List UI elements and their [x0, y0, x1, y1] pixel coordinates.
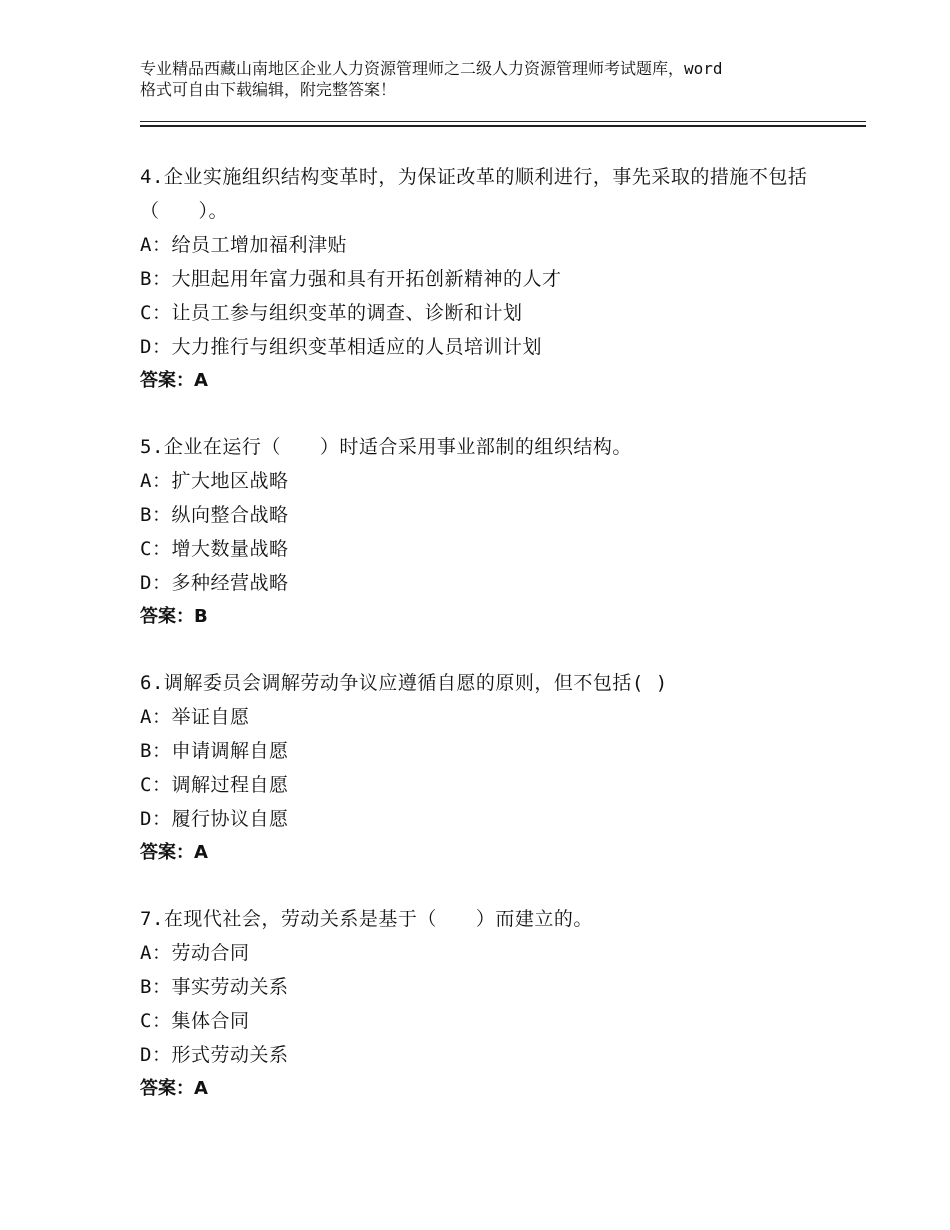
- header-divider-thin: [140, 121, 866, 122]
- answer-label: 答案：A: [140, 1078, 208, 1099]
- option-d: D：形式劳动关系: [140, 1044, 289, 1066]
- option-b: B：纵向整合战略: [140, 504, 289, 526]
- option-a: A：举证自愿: [140, 706, 250, 728]
- option-c: C：集体合同: [140, 1010, 250, 1032]
- question-7: [140, 902, 830, 1106]
- option-a: A：给员工增加福利津贴: [140, 234, 347, 256]
- question-stem: 6.调解委员会调解劳动争议应遵循自愿的原则，但不包括( ): [140, 672, 668, 694]
- header-line-1: 专业精品西藏山南地区企业人力资源管理师之二级人力资源管理师考试题库，word: [140, 59, 723, 78]
- option-a: A：劳动合同: [140, 942, 250, 964]
- answer-label: 答案：A: [140, 370, 208, 391]
- option-d: D：大力推行与组织变革相适应的人员培训计划: [140, 336, 542, 358]
- option-d: D：履行协议自愿: [140, 808, 289, 830]
- header-line-2: 格式可自由下载编辑，附完整答案！: [140, 80, 397, 99]
- option-b: B：大胆起用年富力强和具有开拓创新精神的人才: [140, 268, 562, 290]
- answer-label: 答案：A: [140, 842, 208, 863]
- question-stem: 4.企业实施组织结构变革时，为保证改革的顺利进行，事先采取的措施不包括（ ）。: [140, 166, 808, 222]
- question-stem: 5.企业在运行（ ）时适合采用事业部制的组织结构。: [140, 436, 632, 458]
- question-stem: 7.在现代社会，劳动关系是基于（ ）而建立的。: [140, 908, 593, 930]
- document-header: [140, 58, 840, 100]
- answer-label: 答案：B: [140, 606, 208, 627]
- option-c: C：调解过程自愿: [140, 774, 289, 796]
- header-divider-thick: [140, 125, 866, 127]
- question-5: [140, 430, 830, 634]
- question-list: [140, 160, 830, 1138]
- option-b: B：事实劳动关系: [140, 976, 289, 998]
- question-6: [140, 666, 830, 870]
- option-c: C：让员工参与组织变革的调查、诊断和计划: [140, 302, 523, 324]
- option-a: A：扩大地区战略: [140, 470, 289, 492]
- option-b: B：申请调解自愿: [140, 740, 289, 762]
- question-4: [140, 160, 830, 398]
- option-c: C：增大数量战略: [140, 538, 289, 560]
- option-d: D：多种经营战略: [140, 572, 289, 594]
